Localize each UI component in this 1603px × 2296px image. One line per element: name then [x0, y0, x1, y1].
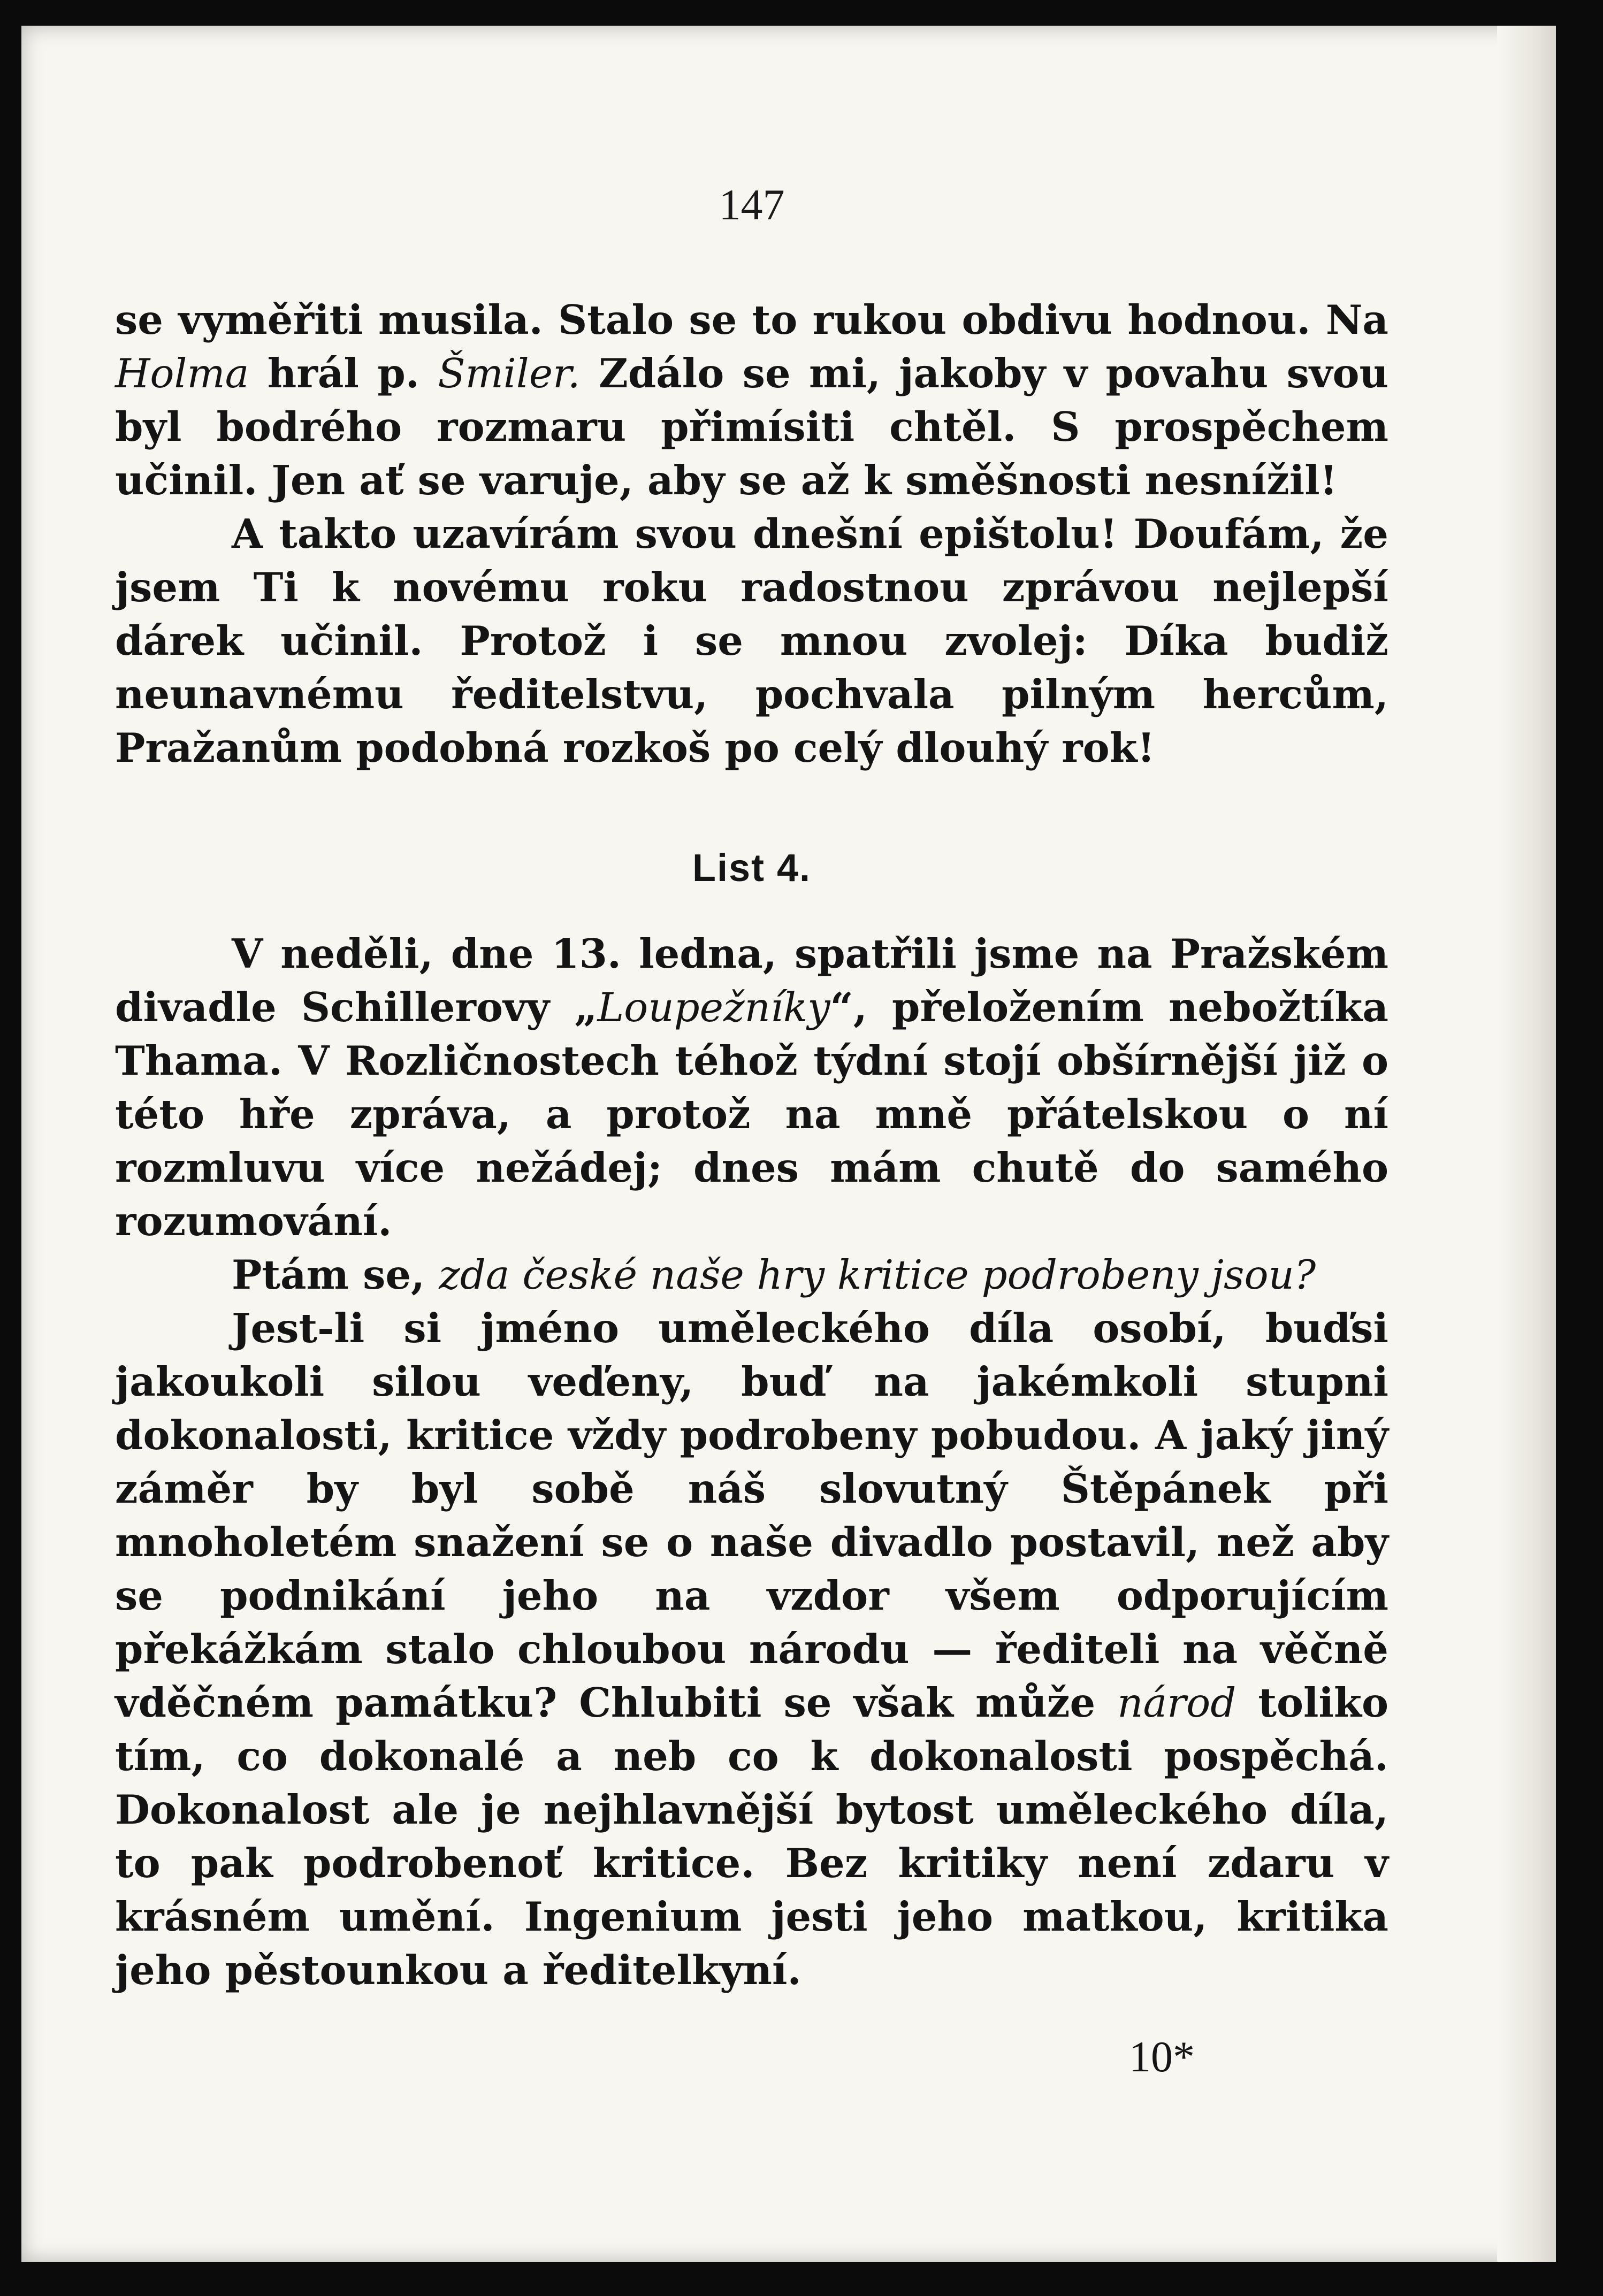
section-heading: List 4.	[692, 847, 812, 890]
paragraph: Ptám se, zda české naše hry kritice podrobeny jsou?	[232, 1251, 1316, 1298]
page-number: 147	[719, 180, 785, 229]
paragraph: V neděli, dne 13. ledna, spatřili jsme na Pražském divadle Schillerovy „Loupežníky“, přeložením nebožtíka Thama. V Rozličnostech téhož týdní stojí obšírnější již o této hře zpráva, a protož na mně přátelskou o ní rozmluvu více nežádej; dnes mám chutě do samého rozumování.	[115, 930, 1388, 1245]
emphasized-text: Holma	[115, 350, 249, 397]
book-page	[21, 26, 1556, 2262]
paragraph: Jest-li si jméno uměleckého díla osobí, buďsi jakoukoli silou veďeny, buď na jakémkoli stupni dokonalosti, kritice vždy podrobeny pobudou. A jaký jiný záměr by byl sobě náš slovutný Štěpánek při mnoholetém snažení se o naše divadlo postavil, než aby se podnikání jeho na vzdor všem odporujícím překážkám stalo chloubou národu — řediteli na věčně vděčném památku? Chlubiti se však může národ toliko tím, co dokonalé a neb co k dokonalosti pospěchá. Dokonalost ale je nejhlavnější bytost uměleckého díla, to pak podrobenoť kritice. Bez kritiky není zdaru v krásném umění. Ingenium jesti jeho matkou, kritika jeho pěstounkou a ředitelkyní.	[115, 1305, 1388, 1994]
page-edge-shadow	[1497, 26, 1556, 2262]
emphasized-text: Loupežníky	[597, 984, 830, 1031]
printer-signature: 10*	[1129, 2032, 1195, 2081]
paragraph: se vyměřiti musila. Stalo se to rukou obdivu hodnou. Na Holma hrál p. Šmiler. Zdálo se mi, jakoby v povahu svou byl bodrého rozmaru přimísiti chtěl. S prospěchem učinil. Jen ať se varuje, aby se až k směšnosti nesnížil!	[115, 296, 1389, 504]
emphasized-text: Šmiler.	[438, 350, 581, 397]
paragraph: A takto uzavírám svou dnešní epištolu! Doufám, že jsem Ti k novému roku radostnou zprávou nejlepší dárek učinil. Protož i se mnou zvolej: Díka budiž neunavnému ředitelstvu, pochvala pilným hercům, Pražanům podobná rozkoš po celý dlouhý rok!	[115, 510, 1388, 771]
emphasized-text: zda české naše hry kritice podrobeny jsou?	[439, 1251, 1316, 1298]
body-text	[115, 293, 1388, 1997]
emphasized-text: národ	[1117, 1679, 1236, 1726]
